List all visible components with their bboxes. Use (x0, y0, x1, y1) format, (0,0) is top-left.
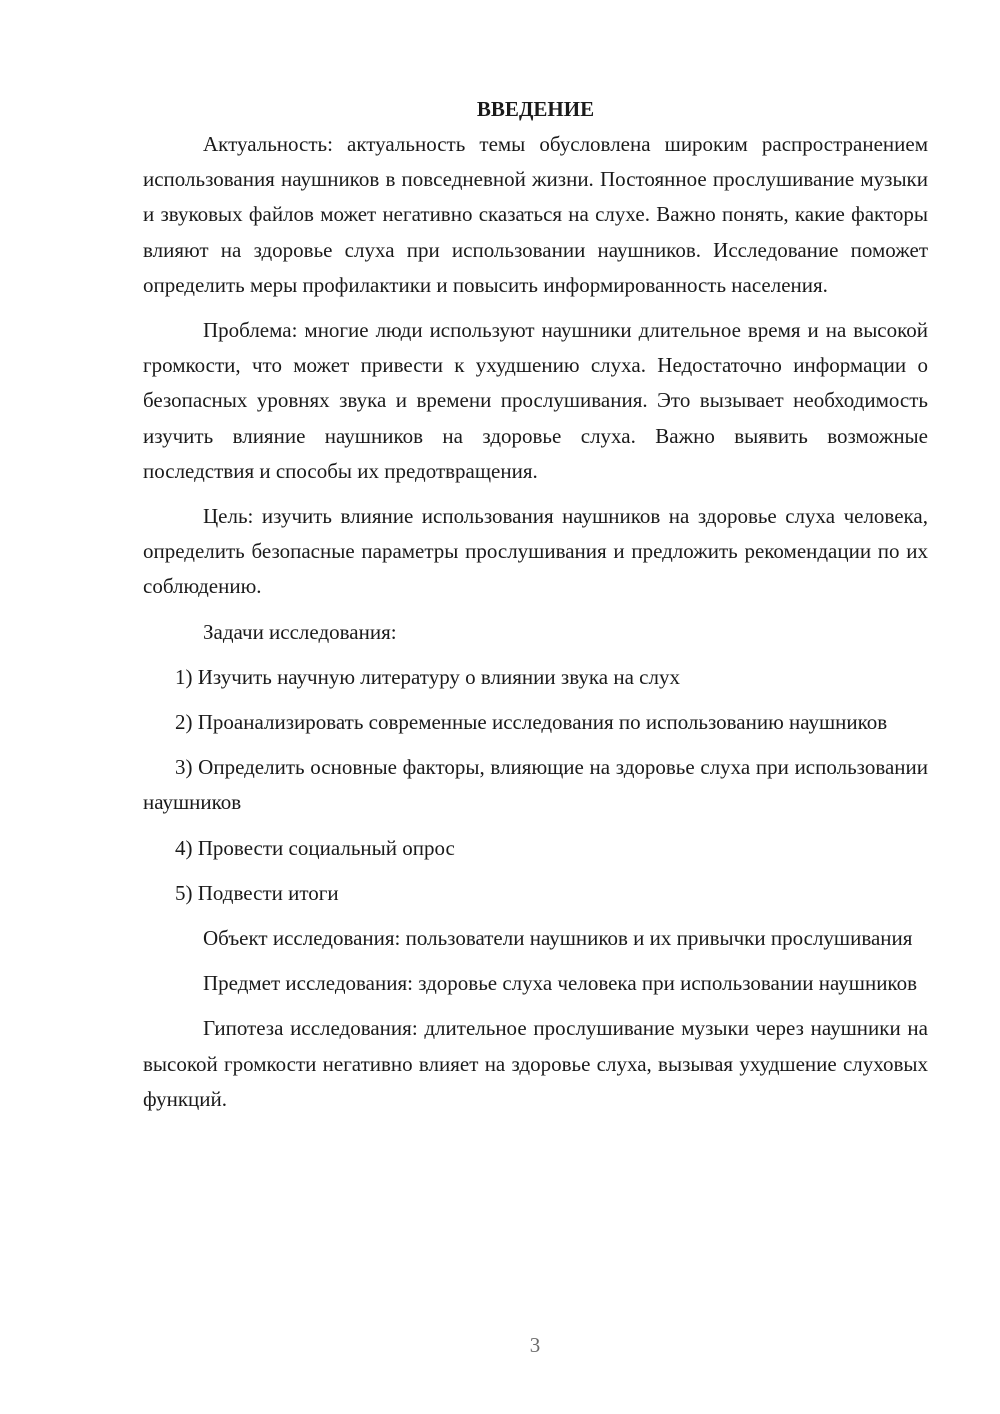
list-item: 4) Провести социальный опрос (175, 835, 455, 860)
list-item: 2) Проанализировать современные исследования по использованию наушников (175, 710, 888, 735)
tasks-list (143, 660, 928, 911)
tasks-heading: Задачи исследования: (203, 619, 397, 644)
list-item: 1) Изучить научную литературу о влиянии звука на слух (175, 664, 680, 689)
paragraph-problem: Проблема: многие люди используют наушники длительное время и на высокой громкости, что может привести к ухудшению слуха. Недостаточно информации о безопасных уровнях звука и времени прослушивания. Это вызывает необходимость изучить влияние наушников на здоровье слуха. Важно выявить возможные последствия и способы их предотвращения. (143, 318, 928, 483)
document-page (143, 92, 928, 1117)
paragraph-subject: Предмет исследования: здоровье слуха человека при использовании наушников (203, 971, 917, 996)
paragraph-goal: Цель: изучить влияние использования наушников на здоровье слуха человека, определить безопасные параметры прослушивания и предложить рекомендации по их соблюдению. (143, 504, 928, 599)
page-title: ВВЕДЕНИЕ (476, 97, 595, 121)
list-item: 3) Определить основные факторы, влияющие на здоровье слуха при использовании наушников (143, 755, 928, 815)
paragraph-object: Объект исследования: пользователи наушников и их привычки прослушивания (203, 926, 913, 951)
page-number: 3 (529, 1333, 541, 1357)
list-item: 5) Подвести итоги (175, 880, 339, 905)
paragraph-hypothesis: Гипотеза исследования: длительное прослушивание музыки через наушники на высокой громкости негативно влияет на здоровье слуха, вызывая ухудшение слуховых функций. (143, 1016, 928, 1111)
paragraph-relevance: Актуальность: актуальность темы обусловлена широким распространением использования наушников в повседневной жизни. Постоянное прослушивание музыки и звуковых файлов может негативно сказаться на слухе. Важно понять, какие факторы влияют на здоровье слуха при использовании наушников. Исследование поможет определить меры профилактики и повысить информированность населения. (143, 132, 928, 297)
